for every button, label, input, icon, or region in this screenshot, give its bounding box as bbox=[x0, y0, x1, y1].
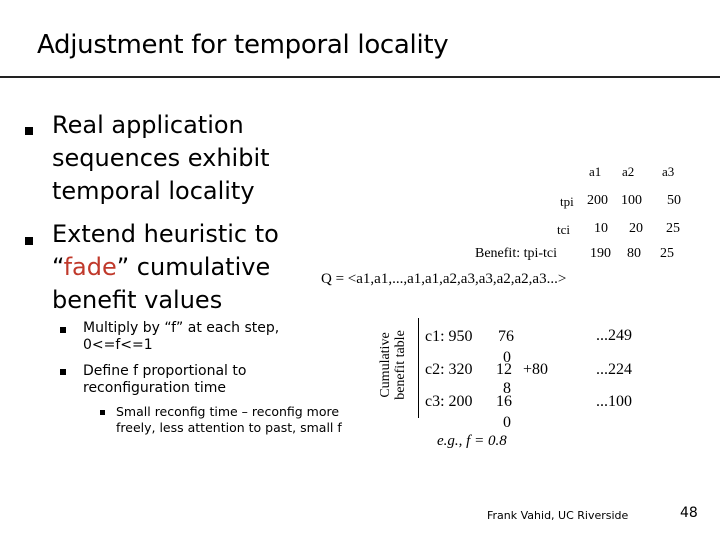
table-header-a2: a2 bbox=[622, 164, 635, 179]
after-fade-text: ” cumulative bbox=[116, 253, 271, 281]
bullet-line: sequences exhibit bbox=[52, 144, 270, 172]
cumulative-label-line: Cumulative bbox=[378, 332, 393, 398]
sub-bullet-line: Define f proportional to bbox=[83, 363, 247, 379]
cumulative-row-label: c3: 200 bbox=[425, 393, 473, 410]
cumulative-value: 76 bbox=[498, 328, 514, 345]
table-cell: 20 bbox=[629, 221, 643, 236]
sub-bullet-square-icon bbox=[60, 369, 66, 375]
benefit-value: 190 bbox=[590, 246, 611, 261]
table-header-a3: a3 bbox=[662, 164, 675, 179]
page-number: 48 bbox=[680, 505, 698, 521]
cumulative-row-label: c2: 320 bbox=[425, 361, 473, 378]
bullet-line: temporal locality bbox=[52, 177, 255, 205]
subsub-bullet-small-reconfig bbox=[116, 404, 342, 436]
slide-title: Adjustment for temporal locality bbox=[37, 30, 449, 60]
benefit-label: Benefit: tpi-tci bbox=[475, 246, 558, 261]
table-cell: 200 bbox=[587, 193, 608, 208]
sub-bullet-line: reconfiguration time bbox=[83, 380, 227, 396]
example-f: e.g., f = 0.8 bbox=[437, 433, 507, 449]
bullet-square-icon bbox=[25, 237, 33, 245]
sub-bullet-square-icon bbox=[60, 327, 66, 333]
cumulative-divider bbox=[418, 318, 419, 418]
title-divider bbox=[0, 76, 720, 78]
cumulative-under-value: 0 bbox=[503, 414, 511, 431]
benefit-value: 25 bbox=[660, 246, 674, 261]
fade-word: fade bbox=[63, 253, 117, 281]
sub-bullet-line: 0<=f<=1 bbox=[83, 337, 153, 353]
cumulative-label-text bbox=[378, 330, 408, 400]
footer-author: Frank Vahid, UC Riverside bbox=[487, 509, 629, 522]
sub-bullet-multiply bbox=[83, 320, 279, 354]
cumulative-under-value: 0 bbox=[503, 349, 511, 366]
bullet-line: Extend heuristic to bbox=[52, 220, 279, 248]
table-cell: 50 bbox=[667, 193, 681, 208]
cumulative-value: 12 bbox=[496, 361, 512, 378]
table-row-label-tci: tci bbox=[557, 222, 570, 237]
open-quote: “ bbox=[52, 253, 64, 281]
bullet-line: Real application bbox=[52, 111, 244, 139]
cumulative-under-value: 8 bbox=[503, 380, 511, 397]
benefit-value: 80 bbox=[627, 246, 641, 261]
cumulative-extra: +80 bbox=[523, 361, 549, 378]
cumulative-final: ...224 bbox=[596, 361, 632, 378]
subsub-bullet-square-icon bbox=[100, 410, 105, 415]
bullet-line bbox=[52, 251, 279, 284]
bullet-line: benefit values bbox=[52, 286, 223, 314]
table-header-a1: a1 bbox=[589, 164, 602, 179]
cumulative-benefit-table-label bbox=[372, 305, 414, 425]
table-row-label-tpi: tpi bbox=[560, 194, 574, 209]
sub-bullet-line: Multiply by “f” at each step, bbox=[83, 320, 280, 336]
cumulative-final: ...100 bbox=[596, 393, 632, 410]
table-cell: 25 bbox=[666, 221, 680, 236]
subsub-bullet-line: Small reconfig time – reconfig more bbox=[116, 404, 340, 419]
bullet-square-icon bbox=[25, 127, 33, 135]
cumulative-row-label: c1: 950 bbox=[425, 328, 473, 345]
bullet-extend-heuristic bbox=[52, 218, 279, 317]
table-cell: 10 bbox=[594, 221, 608, 236]
bullet-real-application bbox=[52, 109, 270, 208]
access-sequence: Q = <a1,a1,...,a1,a1,a2,a3,a3,a2,a2,a3...> bbox=[321, 271, 567, 287]
subsub-bullet-line: freely, less attention to past, small f bbox=[116, 420, 342, 435]
cumulative-final: ...249 bbox=[596, 327, 632, 344]
table-cell: 100 bbox=[621, 193, 642, 208]
cumulative-label-line: benefit table bbox=[393, 330, 408, 400]
cumulative-value: 16 bbox=[496, 393, 512, 410]
sub-bullet-define-f bbox=[83, 363, 246, 397]
